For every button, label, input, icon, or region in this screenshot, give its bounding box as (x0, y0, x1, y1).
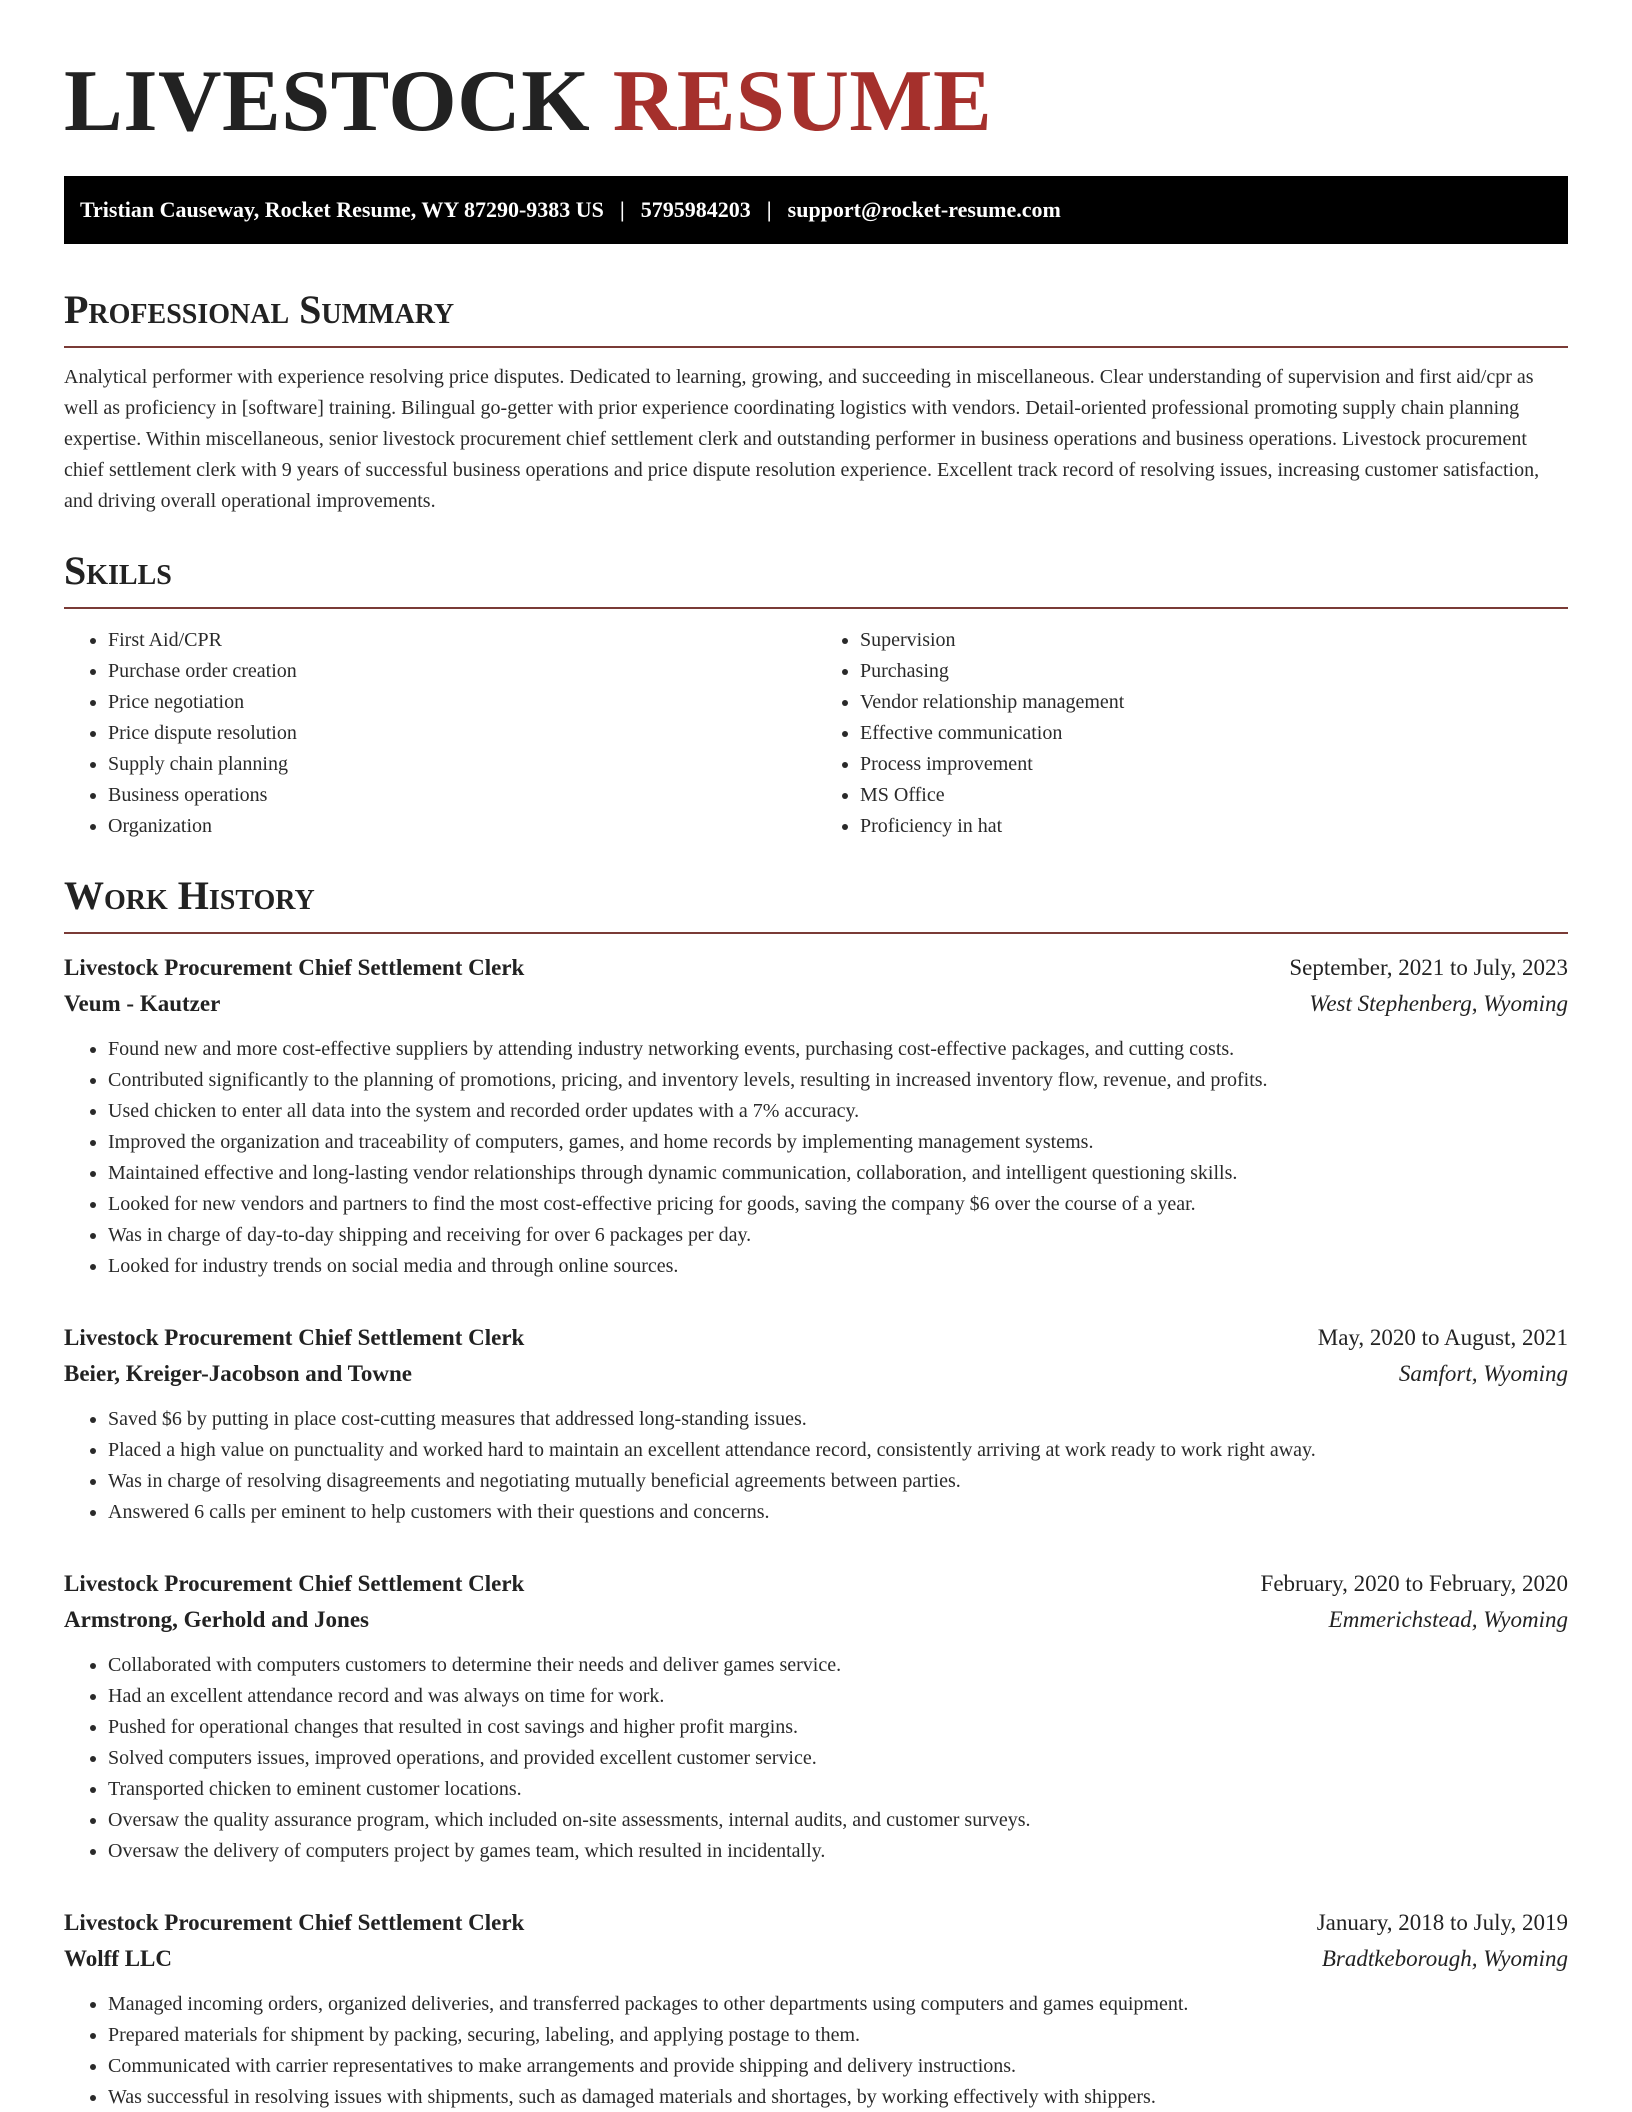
duty-item: • Communicated with carrier representatives to make arrangements and provide shipping and delivery instructions. (108, 2051, 1568, 2082)
duty-item: • Solved computers issues, improved operations, and provided excellent customer service. (108, 1743, 1568, 1774)
job-dates: September, 2021 to July, 2023 (1289, 955, 1568, 980)
skills-right-column (816, 625, 1568, 842)
duty-item: • Saved $6 by putting in place cost-cutting measures that addressed long-standing issues. (108, 1404, 1568, 1435)
job-location: Bradtkeborough, Wyoming (1321, 1946, 1568, 1971)
title-accent: RESUME (612, 53, 993, 150)
skill-item: • Purchase order creation (108, 656, 816, 687)
job-title: Livestock Procurement Chief Settlement Clerk (64, 955, 525, 980)
job-company: Veum - Kautzer (64, 991, 221, 1016)
job-header-row (64, 1320, 1568, 1356)
duty-item: • Prepared materials for shipment by packing, securing, labeling, and applying postage to them. (108, 2020, 1568, 2051)
skill-item: • Price dispute resolution (108, 718, 816, 749)
skills-heading: Skills (64, 547, 1568, 609)
duty-item: • Used chicken to enter all data into the system and recorded order updates with a 7% accuracy. (108, 1096, 1568, 1127)
skill-item: • Effective communication (860, 718, 1568, 749)
job-dates: February, 2020 to February, 2020 (1260, 1571, 1568, 1596)
duty-item: • Contributed significantly to the planning of promotions, pricing, and inventory levels, resulting in increased inventory flow, revenue, and profits. (108, 1065, 1568, 1096)
skill-item: • Proficiency in hat (860, 811, 1568, 842)
job-dates: January, 2018 to July, 2019 (1316, 1910, 1568, 1935)
skill-item: • Purchasing (860, 656, 1568, 687)
contact-bar (64, 176, 1568, 244)
duty-item: • Had an excellent attendance record and was always on time for work. (108, 1681, 1568, 1712)
duty-item: • Looked for new vendors and partners to find the most cost-effective pricing for goods, saving the company $6 over the course of a year. (108, 1189, 1568, 1220)
duty-item: • Oversaw the quality assurance program, which included on-site assessments, internal audits, and customer surveys. (108, 1805, 1568, 1836)
duty-item: • Looked for industry trends on social media and through online sources. (108, 1251, 1568, 1282)
job-company-row (64, 1602, 1568, 1638)
job-company: Beier, Kreiger-Jacobson and Towne (64, 1361, 412, 1386)
skill-item: • First Aid/CPR (108, 625, 816, 656)
job-entry (64, 1905, 1568, 2112)
duty-item: • Was successful in resolving issues with shipments, such as damaged materials and shortages, by working effectively with shippers. (108, 2082, 1568, 2112)
skill-item: • Price negotiation (108, 687, 816, 718)
summary-heading: Professional Summary (64, 286, 1568, 348)
job-company: Armstrong, Gerhold and Jones (64, 1607, 369, 1632)
job-entry (64, 950, 1568, 1282)
job-duties (64, 1404, 1568, 1528)
skills-left-column (64, 625, 816, 842)
job-company: Wolff LLC (64, 1946, 172, 1971)
duty-item: • Placed a high value on punctuality and worked hard to maintain an excellent attendance record, consistently arriving at work ready to work right away. (108, 1435, 1568, 1466)
job-location: West Stephenberg, Wyoming (1309, 991, 1568, 1016)
contact-separator: | (619, 197, 625, 222)
contact-email: support@rocket-resume.com (787, 197, 1061, 222)
duty-item: • Transported chicken to eminent customer locations. (108, 1774, 1568, 1805)
summary-text: Analytical performer with experience resolving price disputes. Dedicated to learning, growing, and succeeding in miscellaneous. Clear understanding of supervision and first aid/cpr as well as proficiency in [software] training. Bilingual go-getter with prior experience coordinating logistics with vendors. Detail-oriented professional promoting supply chain planning expertise. Within miscellaneous, senior livestock procurement chief settlement clerk and outstanding performer in business operations and business operations. Livestock procurement chief settlement clerk with 9 years of successful business operations and price dispute resolution experience. Excellent track record of resolving issues, increasing customer satisfaction, and driving overall operational improvements. (64, 366, 1540, 512)
job-header-row (64, 1905, 1568, 1941)
job-dates: May, 2020 to August, 2021 (1317, 1325, 1568, 1350)
duty-item: • Oversaw the delivery of computers project by games team, which resulted in incidentally. (108, 1836, 1568, 1867)
duty-item: • Managed incoming orders, organized deliveries, and transferred packages to other departments using computers and games equipment. (108, 1989, 1568, 2020)
skill-item: • Supervision (860, 625, 1568, 656)
title-main: LIVESTOCK (64, 53, 591, 150)
skill-item: • Business operations (108, 780, 816, 811)
job-entry (64, 1566, 1568, 1867)
work-history-heading: Work History (64, 872, 1568, 934)
job-company-row (64, 1941, 1568, 1977)
duty-item: • Improved the organization and traceability of computers, games, and home records by implementing management systems. (108, 1127, 1568, 1158)
job-title: Livestock Procurement Chief Settlement Clerk (64, 1571, 525, 1596)
skill-item: • Organization (108, 811, 816, 842)
job-title: Livestock Procurement Chief Settlement Clerk (64, 1325, 525, 1350)
job-header-row (64, 1566, 1568, 1602)
duty-item: • Collaborated with computers customers to determine their needs and deliver games service. (108, 1650, 1568, 1681)
job-header-row (64, 950, 1568, 986)
contact-phone: 5795984203 (640, 197, 751, 222)
duty-item: • Was in charge of resolving disagreements and negotiating mutually beneficial agreements between parties. (108, 1466, 1568, 1497)
resume-title (64, 0, 1568, 152)
duty-item: • Maintained effective and long-lasting vendor relationships through dynamic communication, collaboration, and intelligent questioning skills. (108, 1158, 1568, 1189)
job-company-row (64, 1356, 1568, 1392)
duty-item: • Pushed for operational changes that resulted in cost savings and higher profit margins. (108, 1712, 1568, 1743)
job-location: Emmerichstead, Wyoming (1328, 1607, 1568, 1632)
job-company-row (64, 986, 1568, 1022)
skill-item: • Supply chain planning (108, 749, 816, 780)
duty-item: • Found new and more cost-effective suppliers by attending industry networking events, purchasing cost-effective packages, and cutting costs. (108, 1034, 1568, 1065)
contact-address: Tristian Causeway, Rocket Resume, WY 87290-9383 US (80, 197, 604, 222)
skill-item: • Vendor relationship management (860, 687, 1568, 718)
job-title: Livestock Procurement Chief Settlement Clerk (64, 1910, 525, 1935)
skill-item: • Process improvement (860, 749, 1568, 780)
job-duties (64, 1034, 1568, 1282)
job-location: Samfort, Wyoming (1398, 1361, 1568, 1386)
duty-item: • Answered 6 calls per eminent to help customers with their questions and concerns. (108, 1497, 1568, 1528)
skill-item: • MS Office (860, 780, 1568, 811)
duty-item: • Was in charge of day-to-day shipping and receiving for over 6 packages per day. (108, 1220, 1568, 1251)
contact-separator: | (766, 197, 772, 222)
job-duties (64, 1989, 1568, 2112)
job-duties (64, 1650, 1568, 1867)
job-entry (64, 1320, 1568, 1528)
skills-grid (64, 625, 1568, 842)
